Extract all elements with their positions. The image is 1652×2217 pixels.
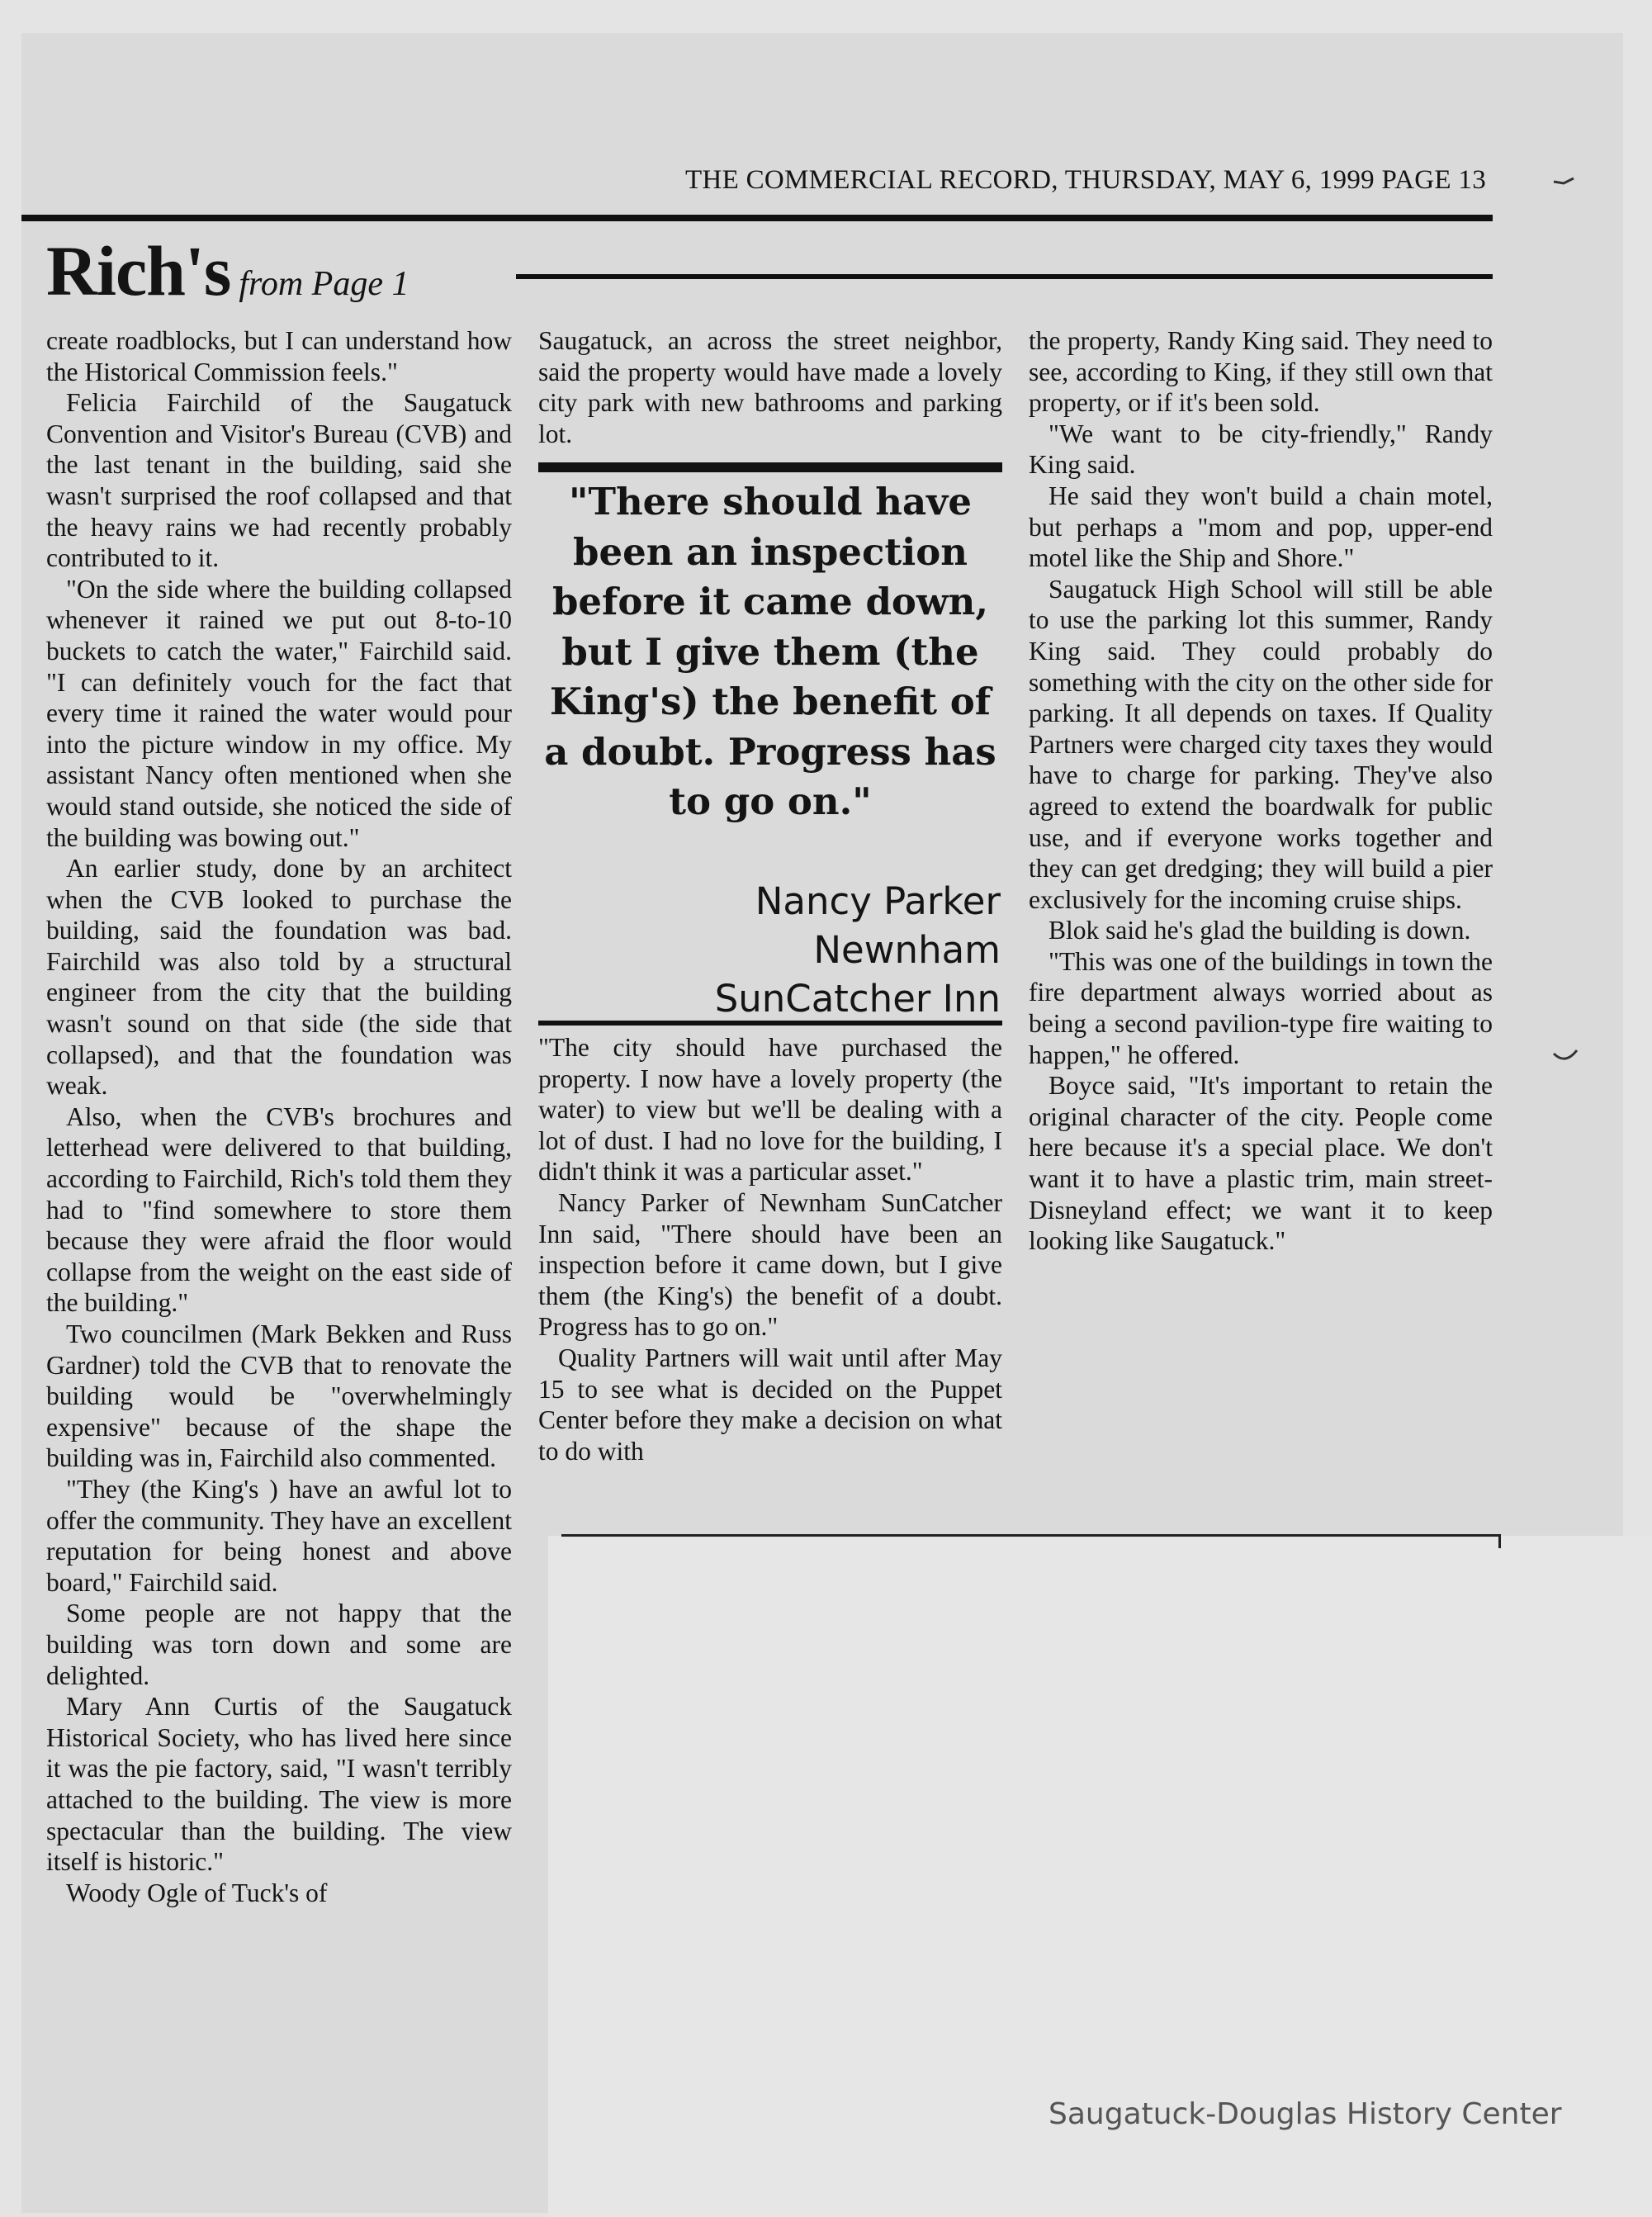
article-column-2-bottom xyxy=(538,1032,1002,1466)
paragraph: Also, when the CVB's brochures and letterhead were delivered to that building, according to Fairchild, Rich's told them they had to "find somewhere to store them because they were afraid the floor would collapse from the weight on the east side of the building." xyxy=(46,1101,512,1318)
paragraph: Nancy Parker of Newnham SunCatcher Inn said, "There should have been an inspection before it came down, but I give them (the King's) the benefit of a doubt. Progress has to go on." xyxy=(538,1187,1002,1342)
paragraph: "This was one of the buildings in town the fire department always worried about as being a second pavilion-type fire waiting to happen," he offered. xyxy=(1029,946,1493,1069)
pull-quote-attribution xyxy=(538,877,1001,1023)
paragraph: An earlier study, done by an architect when the CVB looked to purchase the building, said the foundation was bad. Fairchild was also told by a structural engineer from the city that the building wasn't sound on that side (the side that collapsed), and that the foundation was weak. xyxy=(46,854,512,1101)
attribution-line: SunCatcher Inn xyxy=(714,977,1001,1021)
cut-edge-border xyxy=(561,1534,1501,1548)
paragraph: Quality Partners will wait until after May 15 to see what is decided on the Puppet Center before they make a decision on what to do with xyxy=(538,1343,1002,1466)
attribution-name: Nancy Parker xyxy=(755,879,1001,923)
pull-quote: "There should have been an inspection before it came down, but I give them (the King's) the benefit of a doubt. Progress has to go on." xyxy=(544,480,996,823)
paragraph: "We want to be city-friendly," Randy King said. xyxy=(1029,419,1493,480)
article-column-1 xyxy=(46,325,512,1908)
pencil-tick-icon xyxy=(1552,173,1575,190)
article-column-3 xyxy=(1029,325,1493,1257)
paragraph: "They (the King's ) have an awful lot to offer the community. They have an excellent reputation for being honest and above board," Fairchild said. xyxy=(46,1474,512,1597)
headline xyxy=(46,230,409,312)
archive-watermark: Saugatuck-Douglas History Center xyxy=(1048,2097,1562,2131)
paragraph: "The city should have purchased the property. I now have a lovely property (the water) to view but we'll be dealing with a lot of dust. I had no love for the building, I didn't think it was a particular asset." xyxy=(538,1033,1002,1187)
article-column-2-top xyxy=(538,325,1002,449)
paragraph: Felicia Fairchild of the Saugatuck Convention and Visitor's Bureau (CVB) and the last tenant in the building, said she wasn't surprised the roof collapsed and that the heavy rains we had recently probably contributed to it. xyxy=(46,388,512,573)
paragraph: Mary Ann Curtis of the Saugatuck Historical Society, who has lived here since it was the pie factory, said, "I wasn't terribly attached to the building. The view is more spectacular than the building. The view itself is historic." xyxy=(46,1692,512,1877)
paragraph: Woody Ogle of Tuck's of xyxy=(66,1878,328,1907)
pull-quote-rule-top xyxy=(538,462,1002,472)
paragraph: create roadblocks, but I can understand how the Historical Commission feels." xyxy=(46,326,512,386)
paragraph: the property, Randy King said. They need to see, according to King, if they still own that property, or if it's been sold. xyxy=(1029,326,1493,418)
headline-rule xyxy=(516,274,1493,279)
headline-continuation: from Page 1 xyxy=(239,265,409,303)
pull-quote-rule-bottom xyxy=(538,1021,1002,1026)
paragraph: Saugatuck High School will still be able to use the parking lot this summer, Randy King said. They could probably do something with the city on the other side for parking. It all depends on taxes. If Quality Partners were charged city taxes they would have to charge for parking. They've also agreed to extend the boardwalk for public use, and if everyone works together and they can get dredging; they will build a pier exclusively for the incoming cruise ships. xyxy=(1029,574,1493,914)
paragraph: He said they won't build a chain motel, but perhaps a "mom and pop, upper-end motel like the Ship and Shore." xyxy=(1029,481,1493,573)
paragraph: Boyce said, "It's important to retain the original character of the city. People come here because it's a special place. We don't want it to have a plastic trim, main street-Disneyland effect; we want it to keep looking like Saugatuck." xyxy=(1029,1071,1493,1256)
masthead-rule xyxy=(21,215,1493,221)
paragraph: Some people are not happy that the building was torn down and some are delighted. xyxy=(46,1599,512,1690)
paragraph: Saugatuck, an across the street neighbor, said the property would have made a lovely city park with new bathrooms and parking lot. xyxy=(538,326,1002,448)
pencil-check-icon xyxy=(1552,1049,1579,1067)
paragraph: Two councilmen (Mark Bekken and Russ Gardner) told the CVB that to renovate the building would be "overwhelmingly expensive" because of the shape the building was in, Fairchild also commented. xyxy=(46,1319,512,1473)
paragraph: "On the side where the building collapsed whenever it rained we put out 8-to-10 buckets to catch the water," Fairchild said. "I can definitely vouch for the fact that every time it rained the water would pour into the picture window in my office. My assistant Nancy often mentioned when she would stand outside, she noticed the side of the building was bowing out." xyxy=(46,574,512,852)
paragraph: Blok said he's glad the building is down. xyxy=(1048,916,1471,945)
headline-main: Rich's xyxy=(46,231,231,310)
attribution-line: Newnham xyxy=(813,928,1001,972)
masthead: THE COMMERCIAL RECORD, THURSDAY, MAY 6, 1999 PAGE 13 xyxy=(684,165,1486,195)
